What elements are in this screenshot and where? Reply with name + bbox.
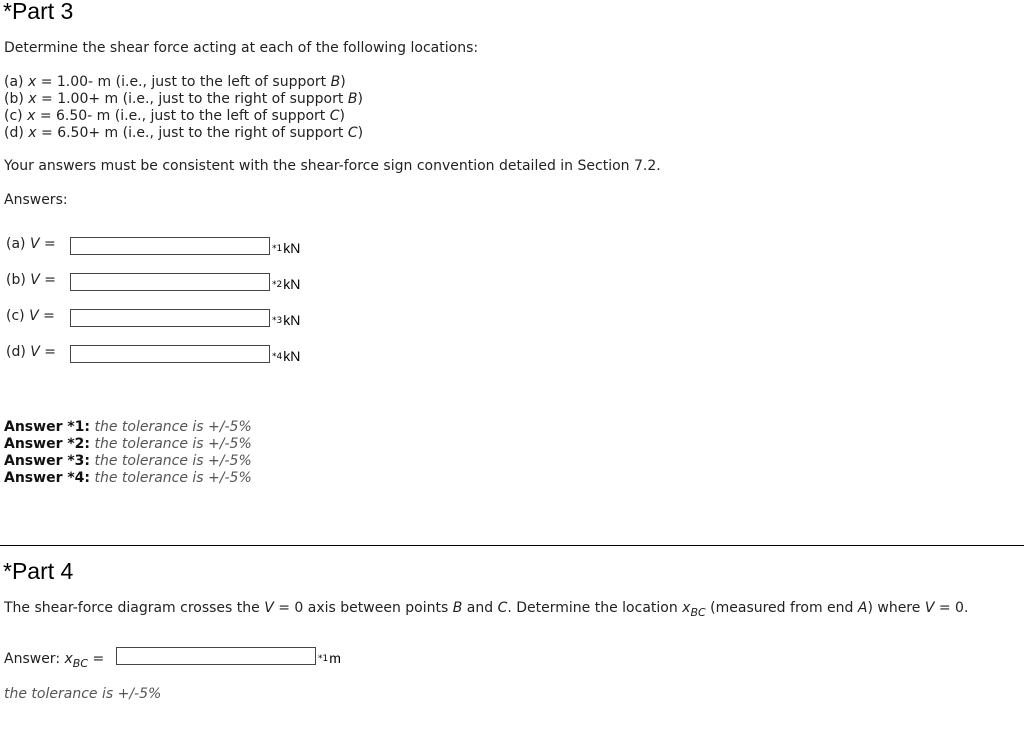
location-text: = 6.50- m (i.e., just to the left of support [35,108,330,124]
location-prefix: (b) [4,91,29,107]
question-symbol: V [924,600,935,616]
answer-label-c [6,307,55,325]
question-subscript: BC [690,606,706,619]
location-close: ) [339,108,345,124]
tolerance-note-3 [4,453,252,470]
answer-prefix: Answer: [4,651,65,667]
answer-var: x [64,651,73,667]
question-text: and [462,600,498,616]
location-text: = 1.00+ m (i.e., just to the right of support [36,91,348,107]
unit-label: kN [283,348,301,364]
tolerance-note-2 [4,436,252,453]
sign-convention-note: Your answers must be consistent with the shear-force sign convention detailed in Section 7.2. [4,158,661,174]
question-symbol: V [264,600,274,616]
tolerance-answer-label: Answer *1: [4,419,91,435]
answer-label-prefix: (d) [6,344,31,360]
answer-label-eq: = [39,344,57,360]
answer-label-eq: = [39,272,57,288]
answer-marker: *4 [272,352,283,362]
answer-label-var: V [30,272,40,288]
tolerance-text: the tolerance is +/-5% [90,436,252,452]
answer-label-prefix: (c) [6,308,30,324]
question-symbol: B [452,600,463,616]
question-text: The shear-force diagram crosses the [4,600,265,616]
answer-label-d [6,343,56,361]
part4-answer-label [4,650,104,669]
question-text: = 0. [934,600,969,616]
answer-label-a [6,235,56,253]
answer-subscript: BC [72,657,89,670]
location-prefix: (c) [4,108,28,124]
location-point: C [329,108,340,124]
location-var: x [28,125,37,141]
unit-label: kN [283,240,301,256]
part4-tolerance: the tolerance is +/-5% [4,686,162,702]
tolerance-note-4 [4,470,252,487]
answer-label-var: V [29,308,39,324]
tolerance-answer-label: Answer *2: [4,436,91,452]
answer-input-d[interactable] [70,345,270,363]
answer-label-b [6,271,56,289]
location-point: C [347,125,358,141]
location-c [4,108,345,125]
answers-label: Answers: [4,192,68,208]
answer-input-a[interactable] [70,237,270,255]
location-close: ) [357,91,363,107]
part3-title: *Part 3 [3,0,74,24]
location-b [4,91,363,108]
location-a [4,74,346,91]
question-text: (measured from end [705,600,858,616]
answer-eq: = [88,651,105,667]
location-var: x [27,108,36,124]
answer-label-eq: = [39,236,56,252]
tolerance-answer-label: Answer *4: [4,470,91,486]
question-text: = 0 axis between points [273,600,453,616]
part4-answer-unit [316,649,341,670]
part3-intro: Determine the shear force acting at each of the following locations: [4,40,479,56]
location-text: = 6.50+ m (i.e., just to the right of support [36,125,348,141]
location-prefix: (a) [4,74,28,90]
answer-unit-c [270,311,300,332]
location-text: = 1.00- m (i.e., just to the left of support [36,74,331,90]
answer-label-var: V [29,236,40,252]
unit-label: m [329,650,341,666]
unit-label: kN [283,276,301,292]
answer-label-prefix: (b) [6,272,31,288]
question-symbol: x [682,600,691,616]
answer-marker: *1 [272,244,283,254]
tolerance-text: the tolerance is +/-5% [90,470,252,486]
tolerance-note-1 [4,419,252,436]
location-close: ) [340,74,346,90]
part4-answer-input[interactable] [116,647,316,665]
part4-title: *Part 4 [3,558,74,584]
location-var: x [27,74,37,90]
location-point: B [330,74,341,90]
location-prefix: (d) [4,125,29,141]
question-text: ) where [867,600,925,616]
answer-marker: *2 [272,280,283,290]
answer-input-c[interactable] [70,309,270,327]
answer-unit-d [270,347,300,368]
section-divider [0,545,1024,546]
question-text: . Determine the location [507,600,683,616]
answer-label-eq: = [38,308,55,324]
unit-label: kN [283,312,301,328]
answer-marker: *1 [318,654,329,664]
answer-unit-b [270,275,300,296]
answer-label-prefix: (a) [6,236,30,252]
answer-input-b[interactable] [70,273,270,291]
answer-label-var: V [30,344,40,360]
question-symbol: A [857,600,868,616]
tolerance-answer-label: Answer *3: [4,453,91,469]
part4-question [4,600,968,617]
location-d [4,125,363,142]
question-symbol: C [497,600,508,616]
location-var: x [28,91,37,107]
answer-unit-a [270,239,300,260]
location-close: ) [357,125,364,141]
answer-marker: *3 [272,316,283,326]
location-point: B [347,91,358,107]
tolerance-text: the tolerance is +/-5% [90,419,252,435]
tolerance-text: the tolerance is +/-5% [90,453,252,469]
